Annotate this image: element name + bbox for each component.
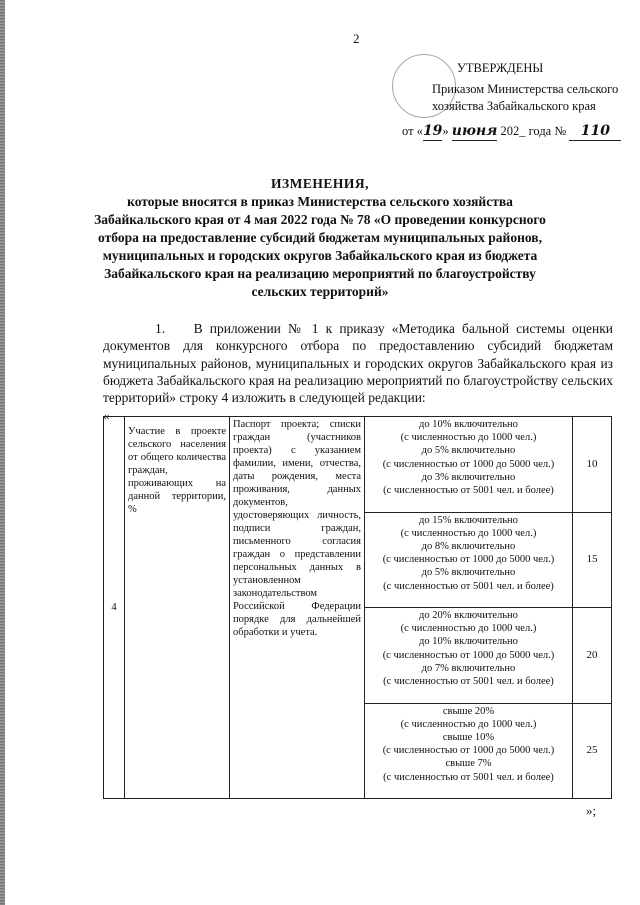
- condition-cell: до 15% включительно (с численностью до 1000 чел.) до 8% включительно (с численностью от 1000 до 5000 чел.) до 5% включительно (с численностью от 5001 чел. и более): [365, 512, 573, 608]
- score-cell: 25: [573, 703, 612, 799]
- scan-edge: [0, 0, 5, 905]
- condition-cell: до 10% включительно (с численностью до 1000 чел.) до 5% включительно (с численностью от 1000 до 5000 чел.) до 3% включительно (с численностью от 5001 чел. и более): [365, 417, 573, 513]
- paragraph-text: В приложении № 1 к приказу «Методика бальной системы оценки документов для конкурсного отбора по предоставлению субсидий бюджетам муниципальных районов, муниципальных и городских округов Забайкальского края из бюджета Забайкальского края на реализацию мероприятий по благоустройству сельских территорий» строку 4 изложить в следующей редакции:: [103, 321, 613, 406]
- score-cell: 10: [573, 417, 612, 513]
- score-cell: 20: [573, 608, 612, 704]
- score-cell: 15: [573, 512, 612, 608]
- approval-title: УТВЕРЖДЕНЫ: [457, 61, 544, 75]
- heading-subtitle: которые вносятся в приказ Министерства сельского хозяйства Забайкальского края от 4 мая 2022 года № 78 «О проведении конкурсного отбора на предоставление субсидий бюджетам муниципальных районов, муниципальных и городских округов Забайкальского края из бюджета Забайкальского края на реализацию мероприятий по благоустройству сельских территорий»: [94, 194, 546, 299]
- heading-title: ИЗМЕНЕНИЯ,: [270, 176, 369, 191]
- approval-line-1: Приказом Министерства сельского: [432, 82, 619, 96]
- date-prefix: от «: [402, 124, 423, 138]
- page-number: 2: [353, 31, 360, 46]
- criterion-cell: Участие в проекте сельского населения от общего количества граждан, проживающих на данной территории, %: [125, 417, 230, 799]
- quote-close: »;: [586, 803, 597, 818]
- approval-date-line: от «19» июня 202_ года № 110: [402, 123, 621, 141]
- criteria-table: [103, 416, 612, 799]
- document-heading: [90, 175, 550, 301]
- quote-open: «: [103, 408, 110, 423]
- paragraph-1: [103, 320, 613, 406]
- approval-line-2: хозяйства Забайкальского края: [432, 99, 596, 113]
- date-day: 19: [422, 123, 443, 139]
- row-number: 4: [104, 417, 125, 799]
- date-month: июня: [451, 123, 498, 139]
- documents-cell: Паспорт проекта; списки граждан (участников проекта) с указанием фамилии, имени, отчества, даты рождения, места проживания, данных документов, удостоверяющих личность, подписи граждан, письменного согласия граждан о представлении персональных данных в установленном законодательством Российской Федерации порядке для дальнейшей обработки и учета.: [230, 417, 365, 799]
- condition-cell: до 20% включительно (с численностью до 1000 чел.) до 10% включительно (с численностью от 1000 до 5000 чел.) до 7% включительно (с численностью от 5001 чел. и более): [365, 608, 573, 704]
- paragraph-number: 1.: [155, 321, 166, 336]
- condition-cell: свыше 20% (с численностью до 1000 чел.) свыше 10% (с численностью от 1000 до 5000 чел.) свыше 7% (с численностью от 5001 чел. и более): [365, 703, 573, 799]
- order-number: 110: [569, 123, 621, 141]
- table-row: [104, 417, 612, 513]
- date-year: 202_ года №: [500, 124, 567, 138]
